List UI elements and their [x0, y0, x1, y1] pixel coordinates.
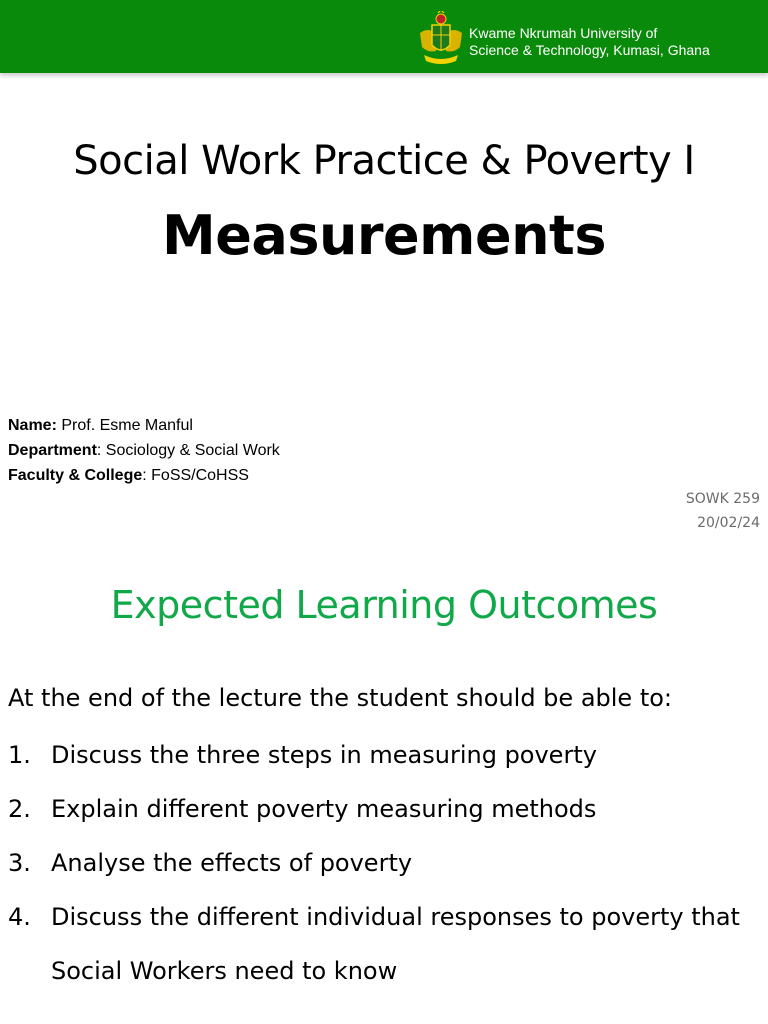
university-name: [469, 25, 759, 59]
header-bar: [0, 0, 768, 73]
outcomes-list: [8, 728, 758, 998]
presenter-info: [8, 413, 280, 488]
list-item-text: Discuss the different individual responses to poverty that Social Workers need to know: [51, 903, 740, 985]
slide-subtitle: Measurements: [162, 204, 606, 267]
list-item-number: 4.: [8, 903, 31, 931]
outcomes-heading: Expected Learning Outcomes: [110, 583, 658, 627]
course-code: SOWK 259: [685, 491, 760, 507]
list-item: [8, 728, 758, 782]
course-info: [686, 487, 760, 535]
department-row: [8, 438, 280, 463]
faculty-label: Faculty & College: [8, 467, 143, 484]
list-item: [8, 782, 758, 836]
list-item-text: Discuss the three steps in measuring poverty: [51, 741, 597, 769]
name-value: Prof. Esme Manful: [56, 417, 193, 434]
university-line-1: Kwame Nkrumah University of: [469, 25, 658, 41]
knust-crest-icon: [418, 11, 464, 67]
name-label: Name:: [8, 417, 57, 434]
list-item: [8, 890, 758, 998]
list-item: [8, 836, 758, 890]
department-value: : Sociology & Social Work: [96, 442, 280, 459]
list-item-number: 3.: [8, 849, 31, 877]
slide-title: Social Work Practice & Poverty I: [73, 138, 695, 184]
outcomes-intro: At the end of the lecture the student should be able to:: [8, 684, 672, 712]
faculty-row: [8, 463, 280, 488]
list-item-text: Explain different poverty measuring methods: [51, 795, 597, 823]
list-item-number: 2.: [8, 795, 31, 823]
university-line-2: Science & Technology, Kumasi, Ghana: [469, 42, 710, 58]
department-label: Department: [8, 442, 97, 459]
list-item-text: Analyse the effects of poverty: [51, 849, 413, 877]
course-date: 20/02/24: [697, 515, 760, 531]
faculty-value: : FoSS/CoHSS: [142, 467, 249, 484]
list-item-number: 1.: [8, 741, 31, 769]
presenter-name-row: [8, 413, 280, 438]
